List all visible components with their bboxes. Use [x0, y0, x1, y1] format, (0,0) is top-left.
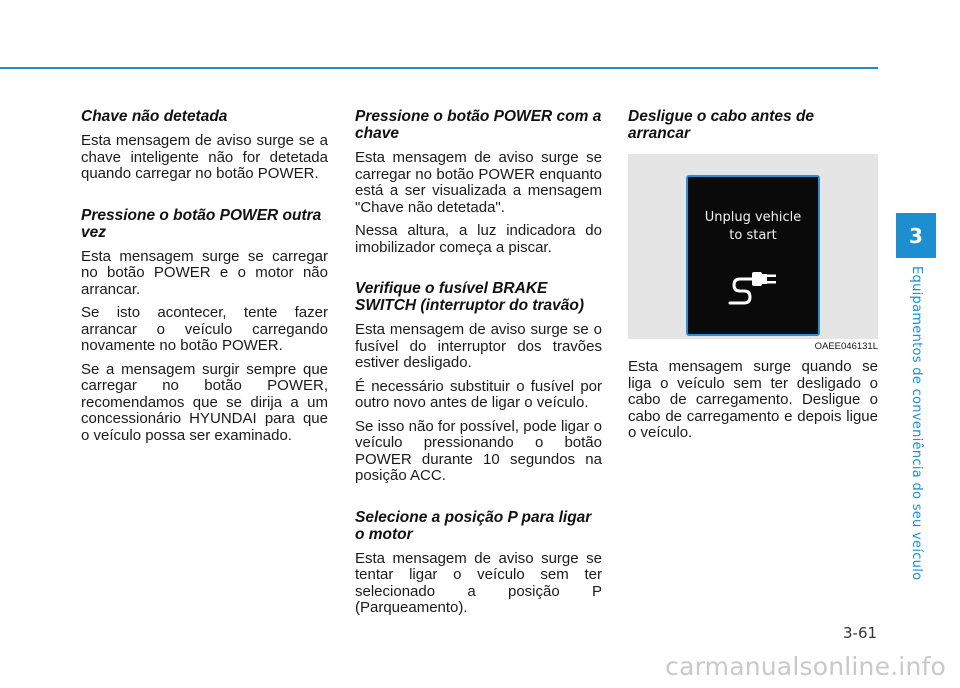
- figure-unplug-message: [628, 154, 878, 355]
- figure-caption: OAEE046131L: [814, 341, 878, 352]
- column-3-body: [628, 359, 878, 449]
- header-rule: [0, 67, 878, 69]
- section-paragraph: É necessário substituir o fusível por outro novo antes de ligar o veículo.: [355, 377, 602, 411]
- section-title-check-brake-fuse: Verifique o fusível BRAKE SWITCH (interruptor do travão): [355, 280, 585, 314]
- section-paragraph: Esta mensagem de aviso surge se tentar ligar o veículo sem ter selecionado a posição P (Parqueamento).: [355, 549, 602, 616]
- section-title-select-p: Selecione a posição P para ligar o motor: [355, 508, 592, 543]
- page-number: 3-61: [843, 624, 878, 642]
- chapter-label: Equipamentos de conveniência do seu veículo: [909, 266, 924, 581]
- section-paragraph: Esta mensagem de aviso surge se carregar no botão POWER enquanto está a ser visualizada a mensagem "Chave não detetada".: [355, 149, 602, 216]
- section-title-press-power-with-key: Pressione o botão POWER com a chave: [355, 108, 602, 142]
- watermark: carmanualsonline.info: [665, 652, 946, 681]
- column-1: [81, 108, 328, 451]
- section-title-unplug-cable: Desligue o cabo antes de arrancar: [628, 108, 815, 142]
- section-paragraph: Se isto acontecer, tente fazer arrancar o veículo carregando novamente no botão POWER.: [81, 304, 328, 354]
- section-paragraph: Esta mensagem surge quando se liga o veículo sem ter desligado o cabo de carregamento. Desligue o cabo de carregamento e depois ligue o veículo.: [628, 358, 878, 441]
- chapter-tab: 3: [896, 213, 936, 258]
- display-line-1: Unplug vehicle: [704, 210, 802, 225]
- section-title-press-power-again: Pressione o botão POWER outra vez: [81, 206, 322, 241]
- section-paragraph: Se isso não for possível, pode ligar o veículo pressionando o botão POWER durante 10 segundos na posição ACC.: [355, 417, 602, 484]
- section-paragraph: Nessa altura, a luz indicadora do imobilizador começa a piscar.: [355, 222, 602, 256]
- section-paragraph: Esta mensagem de aviso surge se o fusível do interruptor dos travões estiver desligado.: [355, 321, 602, 371]
- charging-plug-icon: [728, 265, 780, 307]
- column-3: [628, 108, 875, 150]
- section-paragraph: Esta mensagem surge se carregar no botão POWER e o motor não arrancar.: [81, 247, 328, 298]
- section-paragraph: Esta mensagem de aviso surge se a chave inteligente não for detetada quando carregar no botão POWER.: [81, 132, 328, 182]
- section-title-key-not-detected: Chave não detetada: [81, 108, 228, 125]
- display-line-2: to start: [729, 228, 777, 243]
- section-paragraph: Se a mensagem surgir sempre que carregar no botão POWER, recomendamos que se dirija a um concessionário HYUNDAI para que o veículo possa ser examinado.: [81, 360, 328, 444]
- cluster-display: [686, 175, 820, 336]
- display-message: [688, 209, 818, 245]
- column-2: [355, 108, 602, 624]
